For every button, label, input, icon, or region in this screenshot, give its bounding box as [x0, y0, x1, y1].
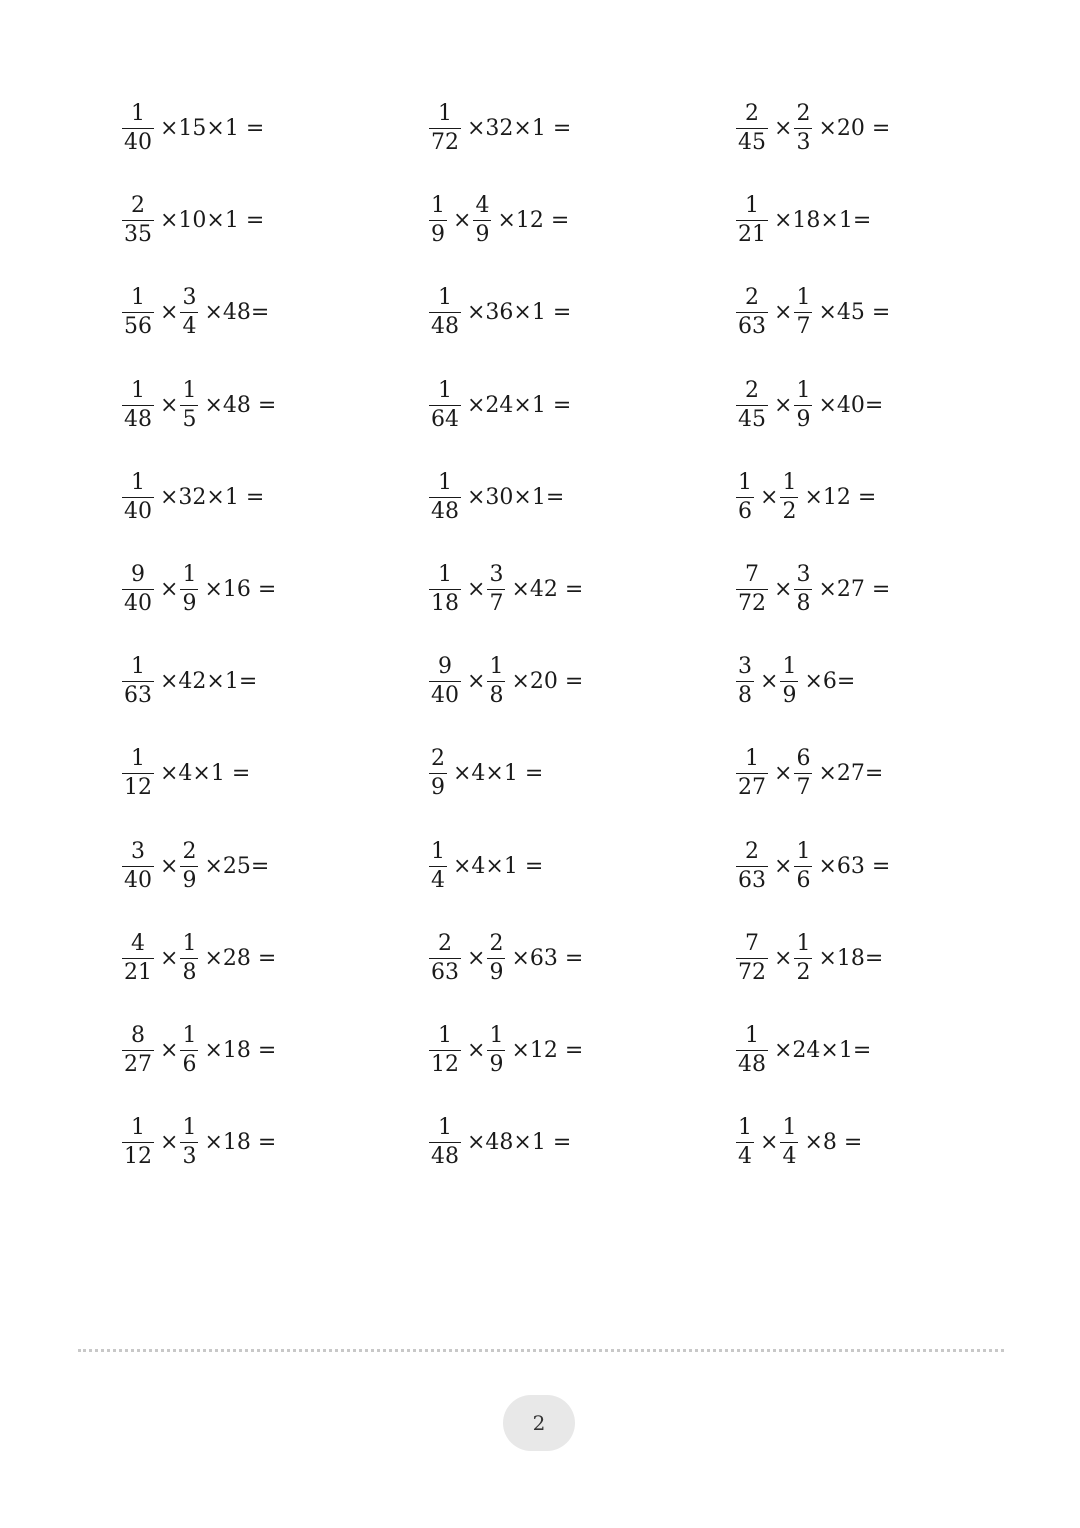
numerator: 1 — [182, 1022, 197, 1048]
operator-text: ×24×1= — [774, 1037, 872, 1063]
denominator: 9 — [782, 682, 797, 708]
problem-4-1 — [122, 375, 278, 435]
operator-text: ×4×1 = — [453, 853, 544, 879]
operator-text: × — [774, 760, 793, 786]
fraction — [736, 284, 768, 339]
operator-text: ×40= — [818, 392, 884, 418]
operator-text: × — [467, 945, 486, 971]
numerator: 1 — [438, 469, 452, 495]
fraction — [780, 1114, 798, 1169]
problem-9-1 — [122, 836, 271, 896]
operator-text: ×15×1 = — [160, 115, 265, 141]
operator-text: × — [760, 1129, 779, 1155]
numerator: 2 — [745, 100, 759, 126]
problem-7-2 — [429, 651, 585, 711]
denominator: 9 — [182, 867, 197, 893]
operator-text: ×45 = — [818, 299, 891, 325]
operator-text: ×18 = — [204, 1037, 277, 1063]
operator-text: × — [774, 299, 793, 325]
denominator: 40 — [124, 590, 152, 616]
operator-text: × — [160, 945, 179, 971]
numerator: 1 — [182, 377, 197, 403]
operator-text: × — [774, 945, 793, 971]
numerator: 1 — [438, 1114, 452, 1140]
numerator: 1 — [131, 1114, 145, 1140]
operator-text: ×6= — [804, 668, 856, 694]
fraction — [794, 100, 812, 155]
denominator: 4 — [182, 313, 197, 339]
operator-text: ×12 = — [804, 484, 877, 510]
fraction — [736, 469, 754, 524]
problem-6-2 — [429, 559, 585, 619]
denominator: 7 — [796, 313, 811, 339]
fraction — [429, 745, 447, 800]
denominator: 45 — [738, 406, 766, 432]
fraction — [122, 745, 154, 800]
denominator: 8 — [489, 682, 504, 708]
problem-4-3 — [736, 375, 885, 435]
fraction — [429, 284, 461, 339]
fraction — [122, 377, 154, 432]
operator-text: × — [774, 392, 793, 418]
operator-text: × — [160, 576, 179, 602]
numerator: 2 — [438, 930, 452, 956]
numerator: 3 — [738, 653, 752, 679]
numerator: 2 — [745, 377, 759, 403]
fraction — [122, 469, 154, 524]
denominator: 2 — [782, 498, 797, 524]
operator-text: ×12 = — [497, 207, 570, 233]
fraction — [736, 1114, 754, 1169]
numerator: 2 — [745, 838, 759, 864]
numerator: 2 — [745, 284, 759, 310]
denominator: 48 — [431, 313, 459, 339]
numerator: 7 — [745, 930, 759, 956]
fraction — [736, 100, 768, 155]
operator-text: ×42×1= — [160, 668, 258, 694]
problem-12-3 — [736, 1112, 864, 1172]
fraction — [180, 377, 198, 432]
fraction — [736, 1022, 768, 1077]
page-number: 2 — [532, 1411, 546, 1435]
problem-12-2 — [429, 1112, 573, 1172]
numerator: 3 — [131, 838, 145, 864]
denominator: 48 — [124, 406, 152, 432]
denominator: 48 — [431, 498, 459, 524]
denominator: 12 — [431, 1051, 459, 1077]
operator-text: ×8 = — [804, 1129, 863, 1155]
operator-text: ×63 = — [818, 853, 891, 879]
numerator: 3 — [489, 561, 504, 587]
denominator: 8 — [182, 959, 197, 985]
fraction — [487, 930, 505, 985]
fraction — [487, 653, 505, 708]
problem-5-2 — [429, 467, 566, 527]
operator-text: ×10×1 = — [160, 207, 265, 233]
problem-11-2 — [429, 1020, 585, 1080]
numerator: 1 — [782, 653, 797, 679]
fraction — [429, 469, 461, 524]
fraction — [780, 653, 798, 708]
numerator: 1 — [431, 838, 445, 864]
operator-text: ×24×1 = — [467, 392, 572, 418]
numerator: 1 — [431, 192, 445, 218]
fraction — [736, 930, 768, 985]
operator-text: ×20 = — [511, 668, 584, 694]
problem-10-2 — [429, 928, 585, 988]
operator-text: ×16 = — [204, 576, 277, 602]
denominator: 72 — [738, 590, 766, 616]
problem-3-2 — [429, 282, 573, 342]
denominator: 9 — [489, 1051, 504, 1077]
problem-5-1 — [122, 467, 266, 527]
fraction — [429, 100, 461, 155]
operator-text: ×28 = — [204, 945, 277, 971]
denominator: 18 — [431, 590, 459, 616]
denominator: 63 — [738, 867, 766, 893]
operator-text: ×12 = — [511, 1037, 584, 1063]
fraction — [429, 930, 461, 985]
fraction — [180, 561, 198, 616]
numerator: 4 — [131, 930, 145, 956]
fraction — [429, 838, 447, 893]
numerator: 1 — [131, 284, 145, 310]
problem-7-1 — [122, 651, 259, 711]
operator-text: × — [760, 668, 779, 694]
denominator: 6 — [796, 867, 811, 893]
numerator: 2 — [489, 930, 504, 956]
numerator: 1 — [489, 653, 504, 679]
fraction — [180, 838, 198, 893]
numerator: 2 — [182, 838, 197, 864]
operator-text: × — [160, 392, 179, 418]
numerator: 1 — [438, 561, 452, 587]
problem-9-2 — [429, 836, 545, 896]
fraction — [122, 100, 154, 155]
denominator: 9 — [182, 590, 197, 616]
problem-1-2 — [429, 98, 573, 158]
numerator: 1 — [182, 1114, 197, 1140]
problem-11-3 — [736, 1020, 873, 1080]
problem-5-3 — [736, 467, 878, 527]
page-number-badge — [503, 1395, 575, 1451]
operator-text: ×4×1 = — [453, 760, 544, 786]
denominator: 63 — [738, 313, 766, 339]
operator-text: ×30×1= — [467, 484, 565, 510]
fraction — [473, 192, 491, 247]
denominator: 3 — [182, 1143, 197, 1169]
numerator: 1 — [796, 930, 811, 956]
denominator: 6 — [182, 1051, 197, 1077]
fraction — [122, 192, 154, 247]
numerator: 1 — [438, 1022, 452, 1048]
fraction — [122, 930, 154, 985]
numerator: 1 — [796, 284, 811, 310]
numerator: 1 — [745, 745, 759, 771]
problem-8-1 — [122, 743, 252, 803]
denominator: 35 — [124, 221, 152, 247]
denominator: 3 — [796, 129, 811, 155]
problem-12-1 — [122, 1112, 278, 1172]
problem-6-1 — [122, 559, 278, 619]
operator-text: ×18 = — [204, 1129, 277, 1155]
fraction — [736, 561, 768, 616]
numerator: 1 — [438, 377, 452, 403]
operator-text: ×18×1= — [774, 207, 872, 233]
operator-text: ×20 = — [818, 115, 891, 141]
denominator: 40 — [124, 498, 152, 524]
operator-text: ×63 = — [511, 945, 584, 971]
numerator: 3 — [796, 561, 811, 587]
denominator: 40 — [124, 129, 152, 155]
operator-text: ×25= — [204, 853, 270, 879]
problem-1-3 — [736, 98, 892, 158]
denominator: 4 — [782, 1143, 797, 1169]
denominator: 40 — [124, 867, 152, 893]
denominator: 72 — [738, 959, 766, 985]
operator-text: × — [467, 668, 486, 694]
denominator: 27 — [124, 1051, 152, 1077]
fraction — [736, 377, 768, 432]
problem-2-3 — [736, 190, 873, 250]
operator-text: × — [160, 1037, 179, 1063]
fraction — [429, 1114, 461, 1169]
denominator: 56 — [124, 313, 152, 339]
numerator: 9 — [131, 561, 145, 587]
numerator: 1 — [738, 1114, 752, 1140]
fraction — [487, 1022, 505, 1077]
dotted-divider — [78, 1349, 1004, 1352]
fraction — [429, 377, 461, 432]
operator-text: × — [160, 299, 179, 325]
denominator: 4 — [738, 1143, 752, 1169]
numerator: 1 — [738, 469, 752, 495]
numerator: 1 — [182, 561, 197, 587]
problem-9-3 — [736, 836, 892, 896]
operator-text: ×42 = — [511, 576, 584, 602]
fraction — [122, 561, 154, 616]
problem-8-3 — [736, 743, 885, 803]
numerator: 6 — [796, 745, 811, 771]
operator-text: ×48= — [204, 299, 270, 325]
denominator: 9 — [431, 221, 445, 247]
operator-text: ×32×1 = — [160, 484, 265, 510]
denominator: 5 — [182, 406, 197, 432]
fraction — [180, 284, 198, 339]
denominator: 21 — [738, 221, 766, 247]
fraction — [794, 561, 812, 616]
denominator: 12 — [124, 774, 152, 800]
numerator: 1 — [745, 1022, 759, 1048]
problem-11-1 — [122, 1020, 278, 1080]
operator-text: ×4×1 = — [160, 760, 251, 786]
fraction — [780, 469, 798, 524]
operator-text: × — [467, 576, 486, 602]
numerator: 1 — [131, 653, 145, 679]
numerator: 1 — [782, 1114, 797, 1140]
denominator: 72 — [431, 129, 459, 155]
denominator: 9 — [796, 406, 811, 432]
denominator: 63 — [124, 682, 152, 708]
numerator: 1 — [131, 745, 145, 771]
problem-6-3 — [736, 559, 892, 619]
denominator: 2 — [796, 959, 811, 985]
denominator: 27 — [738, 774, 766, 800]
problem-10-1 — [122, 928, 278, 988]
operator-text: × — [160, 853, 179, 879]
fraction — [487, 561, 505, 616]
numerator: 1 — [131, 469, 145, 495]
fraction — [429, 561, 461, 616]
operator-text: ×48×1 = — [467, 1129, 572, 1155]
fraction — [794, 284, 812, 339]
problem-2-2 — [429, 190, 571, 250]
denominator: 12 — [124, 1143, 152, 1169]
fraction — [794, 745, 812, 800]
operator-text: ×27 = — [818, 576, 891, 602]
denominator: 4 — [431, 867, 445, 893]
denominator: 8 — [738, 682, 752, 708]
operator-text: × — [467, 1037, 486, 1063]
numerator: 1 — [131, 377, 145, 403]
numerator: 1 — [782, 469, 797, 495]
denominator: 8 — [796, 590, 811, 616]
problem-10-3 — [736, 928, 885, 988]
numerator: 1 — [796, 838, 811, 864]
fraction — [180, 1022, 198, 1077]
operator-text: ×36×1 = — [467, 299, 572, 325]
fraction — [180, 1114, 198, 1169]
denominator: 9 — [475, 221, 490, 247]
denominator: 48 — [431, 1143, 459, 1169]
fraction — [122, 838, 154, 893]
numerator: 8 — [131, 1022, 145, 1048]
numerator: 9 — [438, 653, 452, 679]
problem-1-1 — [122, 98, 266, 158]
numerator: 1 — [745, 192, 759, 218]
operator-text: × — [760, 484, 779, 510]
fraction — [794, 838, 812, 893]
denominator: 45 — [738, 129, 766, 155]
denominator: 63 — [431, 959, 459, 985]
fraction — [122, 653, 154, 708]
problem-3-1 — [122, 282, 271, 342]
fraction — [122, 1114, 154, 1169]
denominator: 48 — [738, 1051, 766, 1077]
operator-text: ×32×1 = — [467, 115, 572, 141]
fraction — [180, 930, 198, 985]
numerator: 7 — [745, 561, 759, 587]
denominator: 40 — [431, 682, 459, 708]
fraction — [429, 192, 447, 247]
denominator: 7 — [489, 590, 504, 616]
denominator: 9 — [431, 774, 445, 800]
fraction — [736, 653, 754, 708]
fraction — [429, 653, 461, 708]
operator-text: × — [774, 576, 793, 602]
problem-8-2 — [429, 743, 545, 803]
numerator: 3 — [182, 284, 197, 310]
numerator: 1 — [131, 100, 145, 126]
denominator: 21 — [124, 959, 152, 985]
denominator: 7 — [796, 774, 811, 800]
operator-text: × — [774, 115, 793, 141]
numerator: 1 — [489, 1022, 504, 1048]
fraction — [122, 284, 154, 339]
fraction — [429, 1022, 461, 1077]
operator-text: × — [160, 1129, 179, 1155]
denominator: 64 — [431, 406, 459, 432]
operator-text: ×27= — [818, 760, 884, 786]
numerator: 2 — [431, 745, 445, 771]
problem-2-1 — [122, 190, 266, 250]
fraction — [736, 192, 768, 247]
operator-text: × — [453, 207, 472, 233]
numerator: 1 — [796, 377, 811, 403]
numerator: 1 — [438, 284, 452, 310]
numerator: 2 — [131, 192, 145, 218]
problem-3-3 — [736, 282, 892, 342]
problem-4-2 — [429, 375, 573, 435]
operator-text: × — [774, 853, 793, 879]
fraction — [122, 1022, 154, 1077]
operator-text: ×18= — [818, 945, 884, 971]
problem-7-3 — [736, 651, 857, 711]
fraction — [794, 930, 812, 985]
numerator: 2 — [796, 100, 811, 126]
operator-text: ×48 = — [204, 392, 277, 418]
numerator: 1 — [182, 930, 197, 956]
fraction — [794, 377, 812, 432]
numerator: 4 — [475, 192, 490, 218]
numerator: 1 — [438, 100, 452, 126]
fraction — [736, 838, 768, 893]
denominator: 9 — [489, 959, 504, 985]
denominator: 6 — [738, 498, 752, 524]
fraction — [736, 745, 768, 800]
